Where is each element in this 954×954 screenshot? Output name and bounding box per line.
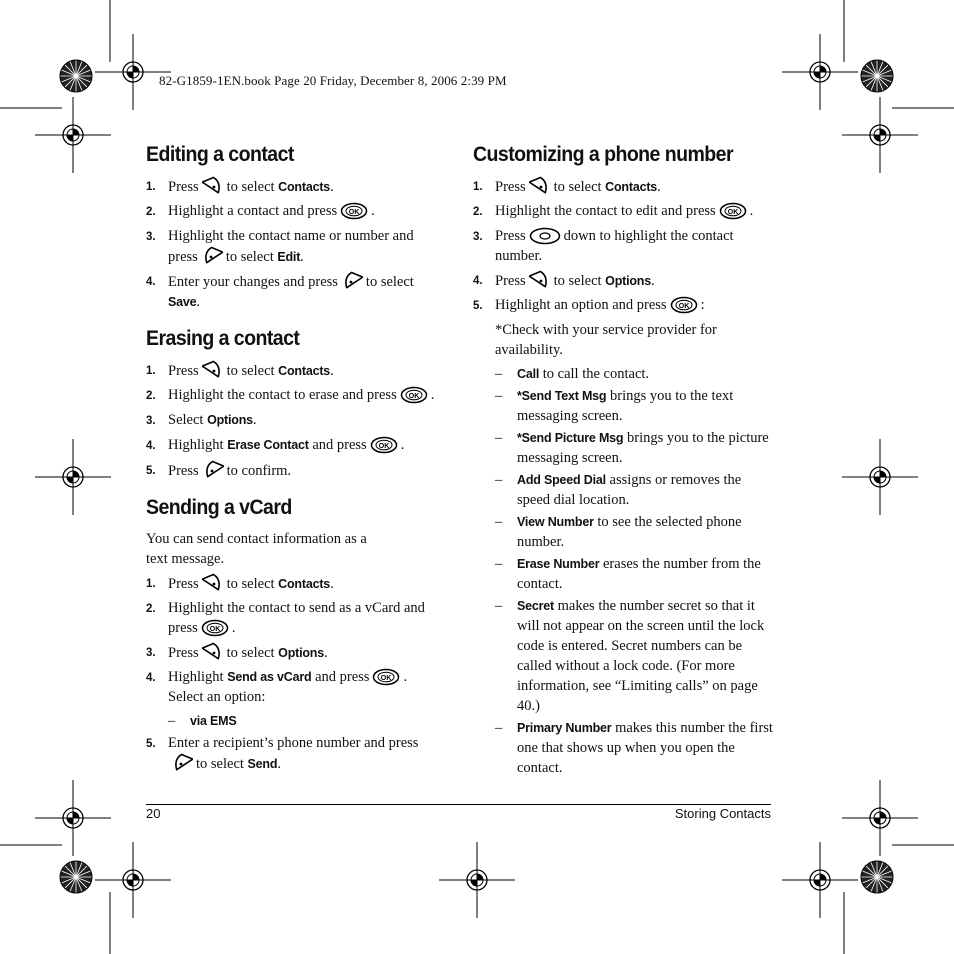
step-number: 5. bbox=[146, 465, 156, 477]
editing-step-2: 2. Highlight a contact and press OK . bbox=[146, 201, 446, 222]
section-title-customizing: Customizing a phone number bbox=[473, 143, 734, 166]
section-title-erasing: Erasing a contact bbox=[146, 327, 300, 350]
customizing-step-5: 5. Highlight an option and press OK : bbox=[473, 295, 775, 316]
ok-key-icon bbox=[400, 386, 428, 404]
editing-step-4: 4. Enter your changes and press to select Save. bbox=[146, 271, 446, 312]
option-description: erases the number from the contact. bbox=[517, 556, 761, 592]
option-name: Primary Number bbox=[517, 721, 612, 735]
vcard-step-2: 2. Highlight the contact to send as a vCard and press OK . bbox=[146, 600, 425, 636]
option-list bbox=[473, 364, 775, 778]
step-number: 3. bbox=[146, 647, 156, 659]
option-description: makes the number secret so that it will not appear on the screen until the lock code is entered. Secret numbers can be called without a lock code. (For more information, see “Limiting calls” on page 40.) bbox=[517, 598, 765, 714]
option-name: *Send Text Msg bbox=[517, 389, 607, 403]
section-title-editing: Editing a contact bbox=[146, 143, 294, 166]
right-softkey-icon bbox=[202, 176, 224, 196]
step-number: 4. bbox=[146, 440, 156, 452]
print-slug: 82-G1859-1EN.book Page 20 Friday, December 8, 2006 2:39 PM bbox=[159, 73, 507, 88]
svg-text:OK: OK bbox=[408, 392, 419, 400]
svg-text:OK: OK bbox=[381, 674, 392, 682]
option-item: – Primary Number makes this number the first one that shows up when you open the contact. bbox=[495, 720, 773, 776]
ok-key-icon bbox=[719, 202, 747, 220]
navigation-key-icon bbox=[529, 227, 561, 245]
erasing-step-3: 3. Select Options. bbox=[146, 410, 446, 431]
erasing-step-1: 1. Press to select Contacts. bbox=[146, 360, 446, 381]
editing-step-1: 1. Press to select Contacts. bbox=[146, 176, 446, 197]
erasing-step-4: 4. Highlight Erase Contact and press OK . bbox=[146, 435, 446, 456]
ok-key-icon bbox=[201, 619, 229, 637]
vcard-step-3: 3. Press to select Options. bbox=[146, 642, 446, 663]
left-softkey-icon bbox=[171, 753, 193, 773]
step-number: 1. bbox=[146, 365, 156, 377]
option-name: Call bbox=[517, 367, 540, 381]
vcard-intro: You can send contact information as a text message. bbox=[146, 531, 367, 567]
customizing-step-4: 4. Press to select Options. bbox=[473, 270, 775, 291]
right-softkey-icon bbox=[202, 360, 224, 380]
step-number: 3. bbox=[146, 231, 156, 243]
option-item: – Secret makes the number secret so that it will not appear on the screen until the lock code is entered. Secret numbers can be called without a lock code. (For more information, see “Limiting calls” on page 40.) bbox=[495, 598, 765, 714]
step-number: 2. bbox=[473, 206, 483, 218]
option-description: brings you to the text messaging screen. bbox=[517, 388, 734, 424]
step-number: 2. bbox=[146, 390, 156, 402]
step-number: 3. bbox=[146, 415, 156, 427]
option-name: Erase Number bbox=[517, 557, 600, 571]
svg-text:OK: OK bbox=[348, 208, 360, 216]
svg-text:OK: OK bbox=[378, 442, 389, 450]
svg-text:OK: OK bbox=[678, 302, 689, 310]
left-softkey-icon bbox=[341, 271, 363, 291]
vcard-option: – via EMS bbox=[168, 713, 237, 729]
option-description: to call the contact. bbox=[539, 366, 650, 382]
right-softkey-icon bbox=[202, 573, 224, 593]
step-number: 4. bbox=[146, 672, 156, 684]
option-item: – *Send Picture Msg brings you to the picture messaging screen. bbox=[495, 430, 769, 466]
option-item: – View Number to see the selected phone number. bbox=[495, 514, 742, 550]
step-number: 1. bbox=[473, 181, 483, 193]
option-description: makes this number the first one that shows up when you open the contact. bbox=[517, 720, 773, 776]
step-number: 4. bbox=[146, 276, 156, 288]
page-number: 20 bbox=[146, 806, 161, 821]
editing-step-3: 3. Highlight the contact name or number and press to select Edit. bbox=[146, 228, 414, 265]
erasing-step-5: 5. Press to confirm. bbox=[146, 460, 446, 481]
step-number: 5. bbox=[146, 738, 156, 750]
left-column bbox=[146, 140, 446, 778]
right-softkey-icon bbox=[529, 270, 551, 290]
availability-note: *Check with your service provider for availability. bbox=[495, 322, 717, 358]
step-number: 5. bbox=[473, 300, 483, 312]
vcard-step-4: 4. Highlight Send as vCard and press OK . Select an option: bbox=[146, 669, 408, 705]
section-name: Storing Contacts bbox=[674, 806, 771, 821]
svg-text:OK: OK bbox=[209, 625, 221, 633]
step-number: 3. bbox=[473, 231, 483, 243]
option-item: – *Send Text Msg brings you to the text messaging screen. bbox=[495, 388, 734, 424]
right-softkey-icon bbox=[529, 176, 551, 196]
vcard-step-1: 1. Press to select Contacts. bbox=[146, 573, 446, 594]
erasing-step-2: 2. Highlight the contact to erase and press OK . bbox=[146, 385, 446, 406]
ok-key-icon bbox=[370, 436, 398, 454]
ok-key-icon bbox=[670, 296, 698, 314]
left-softkey-icon bbox=[202, 460, 224, 480]
option-description: to see the selected phone number. bbox=[517, 514, 742, 550]
ok-key-icon bbox=[372, 668, 400, 686]
option-name: Secret bbox=[517, 599, 555, 613]
step-number: 1. bbox=[146, 181, 156, 193]
option-description: brings you to the picture messaging screen. bbox=[517, 430, 769, 466]
option-name: Add Speed Dial bbox=[517, 473, 606, 487]
customizing-step-1: 1. Press to select Contacts. bbox=[473, 176, 775, 197]
step-number: 2. bbox=[146, 603, 156, 615]
footer-rule bbox=[146, 804, 771, 805]
customizing-step-3: 3. Press down to highlight the contact number. bbox=[473, 228, 734, 264]
svg-text:OK: OK bbox=[727, 208, 738, 216]
option-name: View Number bbox=[517, 515, 594, 529]
right-column bbox=[473, 140, 775, 780]
option-name: *Send Picture Msg bbox=[517, 431, 624, 445]
step-number: 4. bbox=[473, 275, 483, 287]
step-number: 1. bbox=[146, 578, 156, 590]
step-number: 2. bbox=[146, 206, 156, 218]
ok-key-icon bbox=[340, 202, 368, 220]
customizing-step-2: 2. Highlight the contact to edit and press OK . bbox=[473, 201, 775, 222]
option-item: – Call to call the contact. bbox=[495, 366, 650, 382]
left-softkey-icon bbox=[201, 246, 223, 266]
vcard-step-5: 5. Enter a recipient’s phone number and press to select Send. bbox=[146, 735, 419, 772]
option-description: assigns or removes the speed dial location. bbox=[517, 472, 742, 508]
section-title-vcard: Sending a vCard bbox=[146, 496, 292, 519]
option-item: – Erase Number erases the number from the contact. bbox=[495, 556, 761, 592]
option-item: – Add Speed Dial assigns or removes the speed dial location. bbox=[495, 472, 742, 508]
right-softkey-icon bbox=[202, 642, 224, 662]
